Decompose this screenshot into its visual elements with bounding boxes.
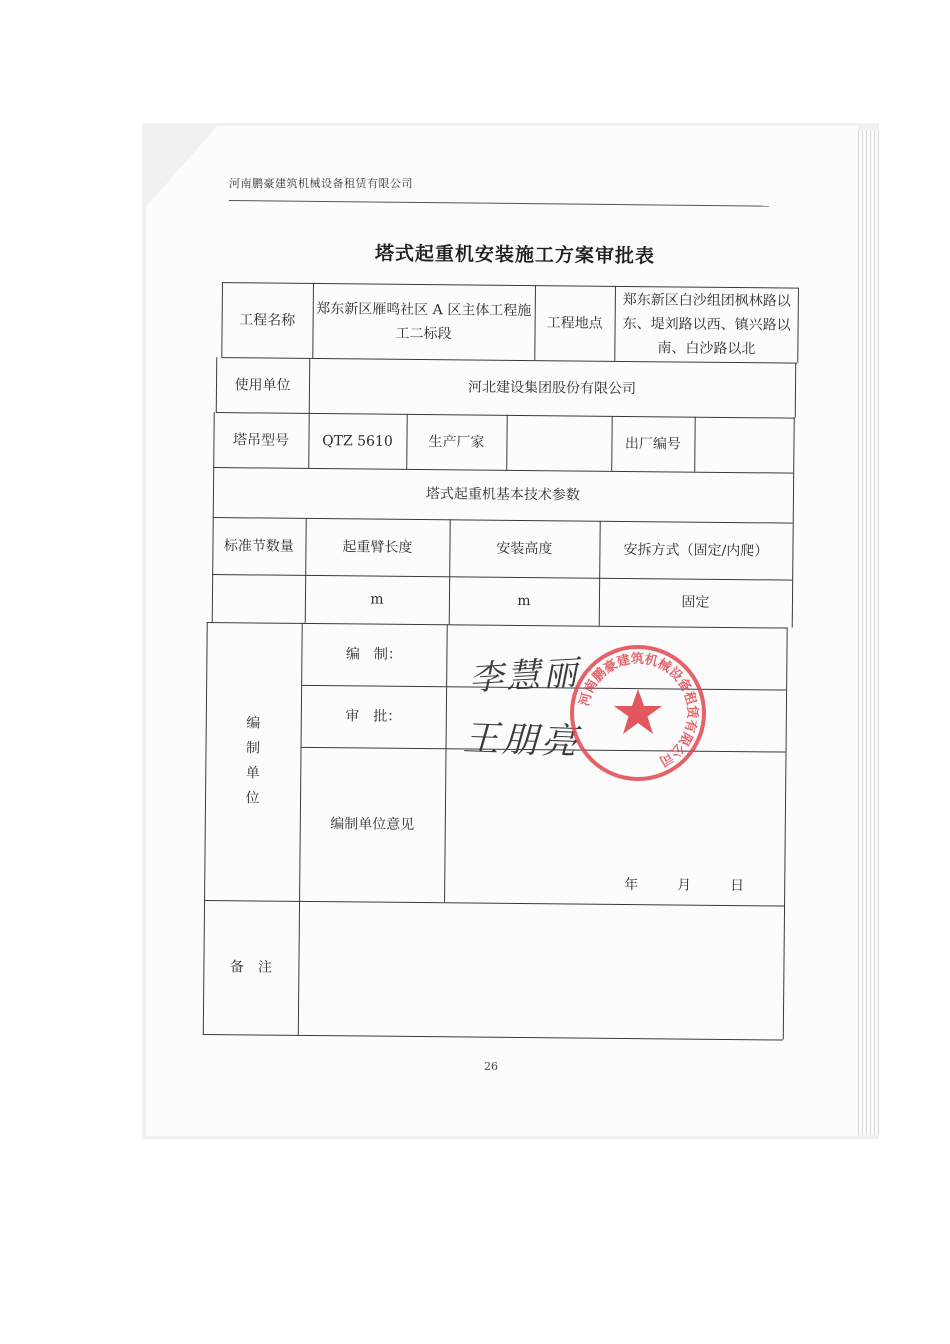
user-unit-label: 使用单位 bbox=[234, 376, 291, 394]
std-sections-label: 标准节数量 bbox=[223, 537, 295, 555]
std-sections-value bbox=[212, 574, 305, 623]
date-day: 日 bbox=[729, 878, 745, 895]
install-method-value: 固定 bbox=[681, 594, 710, 611]
serial-number-label: 出厂编号 bbox=[624, 435, 682, 453]
page-number: 26 bbox=[484, 1060, 498, 1073]
company-header: 河南鹏豪建筑机械设备租赁有限公司 bbox=[229, 177, 413, 190]
prep-unit-opinion-label: 编制单位意见 bbox=[330, 816, 415, 833]
document-title: 塔式起重机安装施工方案审批表 bbox=[374, 242, 656, 268]
approved-by-label: 审 批： bbox=[345, 708, 402, 725]
prepared-by-signature: 李慧丽 bbox=[468, 653, 582, 699]
install-height-label: 安装高度 bbox=[496, 540, 553, 557]
crane-model-value: QTZ 5610 bbox=[322, 432, 393, 450]
serial-number-value bbox=[694, 417, 794, 473]
seal-text: 河南鹏豪建筑机械设备租赁有限公司 bbox=[577, 651, 700, 769]
tech-params-title: 塔式起重机基本技术参数 bbox=[425, 486, 581, 504]
prepared-by-label: 编 制： bbox=[345, 646, 403, 663]
approved-by-signature: 王朋亮 bbox=[462, 717, 581, 764]
remarks-label: 备 注 bbox=[229, 959, 272, 976]
jib-length-label: 起重臂长度 bbox=[342, 538, 413, 556]
manufacturer-value bbox=[506, 415, 612, 471]
manufacturer-label: 生产厂家 bbox=[428, 433, 485, 451]
crane-model-label: 塔吊型号 bbox=[232, 431, 290, 449]
jib-length-unit: m bbox=[370, 591, 384, 608]
prep-unit-label: 编 制 单 位 bbox=[245, 715, 261, 807]
user-unit-value: 河北建设集团股份有限公司 bbox=[467, 378, 637, 397]
remarks-value bbox=[298, 901, 784, 1040]
project-location-value: 郑东新区白沙组团枫林路以东、堤刘路以西、镇兴路以南、白沙路以北 bbox=[622, 291, 791, 357]
install-method-label: 安拆方式（固定/内爬） bbox=[623, 541, 769, 559]
project-name-label: 工程名称 bbox=[239, 311, 296, 329]
date-year: 年 bbox=[624, 877, 639, 894]
project-location-label: 工程地点 bbox=[546, 314, 603, 332]
company-seal-stamp bbox=[568, 643, 708, 783]
paper-stack-edge bbox=[855, 130, 879, 1135]
date-month: 月 bbox=[677, 877, 692, 894]
project-name-value: 郑东新区雁鸣社区 A 区主体工程施工二标段 bbox=[316, 300, 532, 342]
install-height-unit: m bbox=[517, 592, 531, 610]
date-line bbox=[624, 874, 744, 895]
seal-star-icon bbox=[614, 689, 662, 734]
